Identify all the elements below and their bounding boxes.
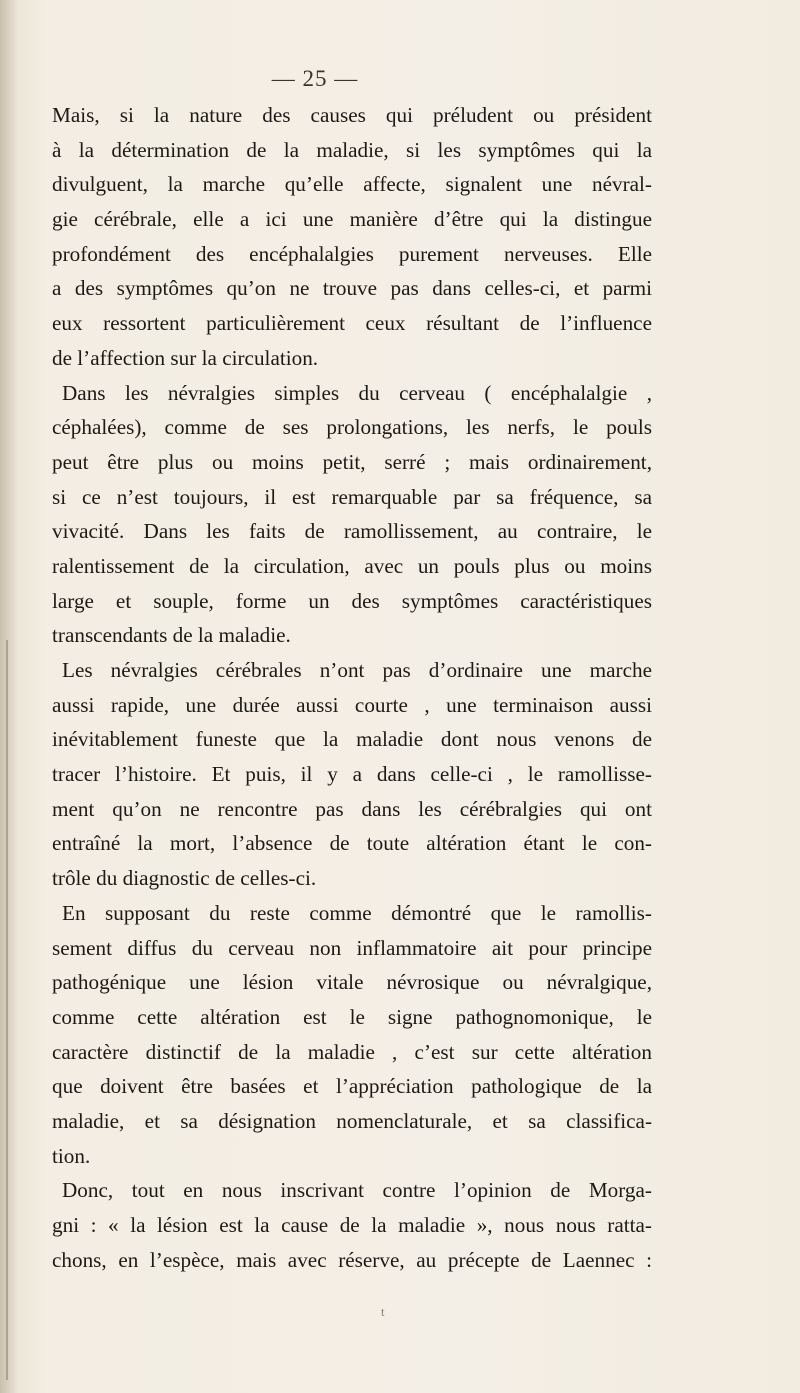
text-line: a des symptômes qu’on ne trouve pas dans celles-ci, et parmi [52,276,652,301]
page-number: — 25 — [271,66,359,91]
text-line: chons, en l’espèce, mais avec réserve, au précepte de Laennec : [52,1247,652,1272]
text-line: peut être plus ou moins petit, serré ; mais ordinairement, [52,449,652,474]
text-line: tracer l’histoire. Et puis, il y a dans celle-ci , le ramollisse- [52,762,652,787]
text-line: de l’affection sur la circulation. [52,345,319,370]
text-line: pathogénique une lésion vitale névrosique ou névralgique, [52,970,652,995]
text-line: Dans les névralgies simples du cerveau ( encéphalalgie , [62,380,652,405]
text-line: caractère distinctif de la maladie , c’est sur cette altération [52,1039,652,1064]
text-line: à la détermination de la maladie, si les symptômes qui la [52,137,652,162]
body-text [52,98,652,1277]
text-line: aussi rapide, une durée aussi courte , une terminaison aussi [52,692,652,717]
text-line: large et souple, forme un des symptômes caractéristiques [52,588,652,613]
text-line: que doivent être basées et l’appréciation pathologique de la [52,1074,652,1099]
text-line: céphalées), comme de ses prolongations, les nerfs, le pouls [52,415,652,440]
text-line: eux ressortent particulièrement ceux résultant de l’influence [52,311,652,336]
text-line: divulguent, la marche qu’elle affecte, signalent une névral- [52,172,652,197]
text-line: entraîné la mort, l’absence de toute altération étant le con- [52,831,652,856]
text-line: ment qu’on ne rencontre pas dans les cérébralgies qui ont [52,796,652,821]
text-line: comme cette altération est le signe pathognomonique, le [52,1004,652,1029]
text-line: En supposant du reste comme démontré que le ramollis- [62,900,652,925]
text-line: profondément des encéphalalgies purement nerveuses. Elle [52,241,652,266]
stray-print-mark: t [381,1304,385,1319]
text-line: Donc, tout en nous inscrivant contre l’opinion de Morga- [62,1178,652,1203]
text-line: vivacité. Dans les faits de ramollissement, au contraire, le [52,519,652,544]
text-line: ralentissement de la circulation, avec un pouls plus ou moins [52,553,652,578]
text-line: tion. [52,1143,91,1168]
text-line: maladie, et sa désignation nomenclaturale, et sa classifica- [52,1108,652,1133]
text-line: inévitablement funeste que la maladie dont nous venons de [52,727,652,752]
binding-shadow [0,0,18,1393]
text-line: gni : « la lésion est la cause de la maladie », nous nous ratta- [52,1213,652,1237]
text-line: Mais, si la nature des causes qui préludent ou président [52,103,652,127]
text-line: Les névralgies cérébrales n’ont pas d’ordinaire une marche [62,658,652,682]
text-line: si ce n’est toujours, il est remarquable par sa fréquence, sa [52,484,652,509]
text-line: gie cérébrale, elle a ici une manière d’être qui la distingue [52,207,652,232]
text-line: transcendants de la maladie. [52,623,291,648]
text-line: trôle du diagnostic de celles-ci. [52,866,317,891]
page-edge-line [6,640,8,1380]
text-line: sement diffus du cerveau non inflammatoire ait pour principe [52,935,652,960]
